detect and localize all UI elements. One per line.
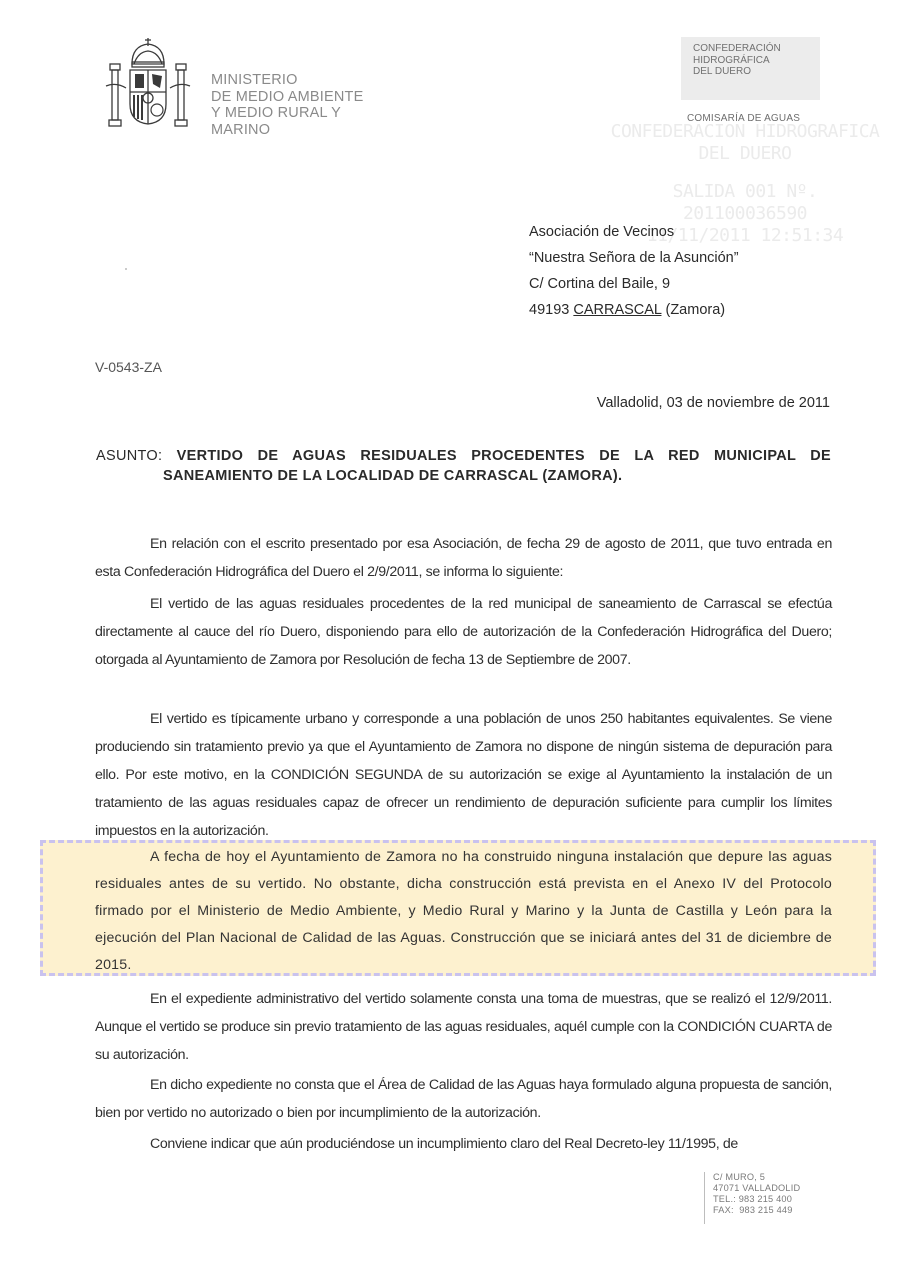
ministry-line: Y MEDIO RURAL Y <box>211 105 342 121</box>
stamp-line: 11/11/2011 12:51:34 <box>646 225 844 246</box>
file-reference: V-0543-ZA <box>95 359 162 375</box>
recipient-address <box>529 219 739 323</box>
paragraph <box>95 1071 832 1127</box>
paragraph-text: En dicho expediente no consta que el Área de Calidad de las Aguas haya formulado alguna propuesta de sanción, bien por vertido no autorizado o bien por incumplimiento de la autorización. <box>95 1077 832 1121</box>
footer-divider <box>704 1172 705 1224</box>
paragraph <box>95 530 832 586</box>
postal-code: 49193 <box>529 302 570 318</box>
spain-coat-of-arms-icon <box>104 34 192 134</box>
ministry-line: MINISTERIO <box>211 72 298 88</box>
footer-line: C/ MURO, 5 <box>713 1172 766 1182</box>
paragraph <box>95 590 832 674</box>
stamp-line: CONFEDERACION HIDROGRAFICA <box>610 121 880 142</box>
paragraph-text: El vertido de las aguas residuales procedentes de la red municipal de saneamiento de Carrascal se efectúa directamente al cauce del río Duero, disponiendo para ello de autorización de la Confederación Hidrográfica del Duero; otorgada al Ayuntamiento de Zamora por Resolución de fecha 13 de Septiembre de 2007. <box>95 596 832 668</box>
organization-line: DEL DUERO <box>693 66 751 77</box>
highlighted-paragraph <box>95 844 832 979</box>
stamp-line: DEL DUERO <box>698 143 792 164</box>
ministry-line: DE MEDIO AMBIENTE <box>211 88 364 105</box>
footer-line: TEL.: 983 215 400 <box>713 1194 792 1204</box>
footer-line: 47071 VALLADOLID <box>713 1183 801 1193</box>
paragraph-text: Conviene indicar que aún produciéndose un incumplimiento claro del Real Decreto-ley 11/1995, de <box>150 1136 738 1152</box>
subject-label: ASUNTO: <box>96 448 163 464</box>
paragraph <box>95 985 832 1069</box>
city: CARRASCAL <box>573 302 662 318</box>
address-line: “Nuestra Señora de la Asunción” <box>529 250 739 266</box>
address-line: C/ Cortina del Baile, 9 <box>529 276 671 292</box>
subject-line-1 <box>96 444 831 468</box>
subject-text: VERTIDO DE AGUAS RESIDUALES PROCEDENTES DE LA RED MUNICIPAL DE <box>176 448 831 464</box>
subject-line-2: SANEAMIENTO DE LA LOCALIDAD DE CARRASCAL (ZAMORA). <box>163 468 623 484</box>
ministry-name <box>211 72 363 138</box>
paragraph <box>95 1130 832 1158</box>
paragraph-text: En el expediente administrativo del vertido solamente consta una toma de muestras, que se realizó el 12/9/2011. Aunque el vertido se produce sin previo tratamiento de las aguas residuales, aquél cumple con la CONDICIÓN CUARTA de su autorización. <box>95 991 832 1063</box>
paragraph-text: El vertido es típicamente urbano y corresponde a una población de unos 250 habitantes equivalentes. Se viene produciendo sin tratamiento previo ya que el Ayuntamiento de Zamora no dispone de ningún sistema de depuración para ello. Por este motivo, en la CONDICIÓN SEGUNDA de su autorización se exige al Ayuntamiento la instalación de un tratamiento de las aguas residuales capaz de ofrecer un rendimiento de depuración suficiente para cumplir los límites impuestos en la autorización. <box>95 711 832 839</box>
department-label: COMISARÍA DE AGUAS <box>687 113 801 124</box>
footer-contact <box>713 1172 800 1216</box>
footer-line: FAX: 983 215 449 <box>713 1205 793 1215</box>
scan-speck <box>125 268 127 270</box>
paragraph <box>95 705 832 845</box>
stamp-line: SALIDA 001 Nº. 201100036590 <box>672 181 818 224</box>
ministry-line: MARINO <box>211 121 271 138</box>
paragraph-text: En relación con el escrito presentado por esa Asociación, de fecha 29 de agosto de 2011, que tuvo entrada en esta Confederación Hidrográfica del Duero el 2/9/2011, se informa lo siguiente: <box>95 536 832 580</box>
organization-label-box <box>681 37 820 100</box>
highlighted-paragraph-text: A fecha de hoy el Ayuntamiento de Zamora no ha construido ninguna instalación que depure las aguas residuales antes de su vertido. No obstante, dicha construcción está prevista en el Anexo IV del Protocolo firmado por el Ministerio de Medio Ambiente, y Medio Rural y Marino y la Junta de Castilla y León para la ejecución del Plan Nacional de Calidad de las Aguas. Construcción que se iniciará antes del 31 de diciembre de 2015. <box>95 849 832 973</box>
organization-line: HIDROGRÁFICA <box>693 54 770 66</box>
address-line: Asociación de Vecinos <box>529 224 675 240</box>
organization-line: CONFEDERACIÓN <box>693 43 781 54</box>
province: (Zamora) <box>665 302 726 318</box>
address-city-line <box>529 297 739 323</box>
date-line: Valladolid, 03 de noviembre de 2011 <box>596 395 830 411</box>
